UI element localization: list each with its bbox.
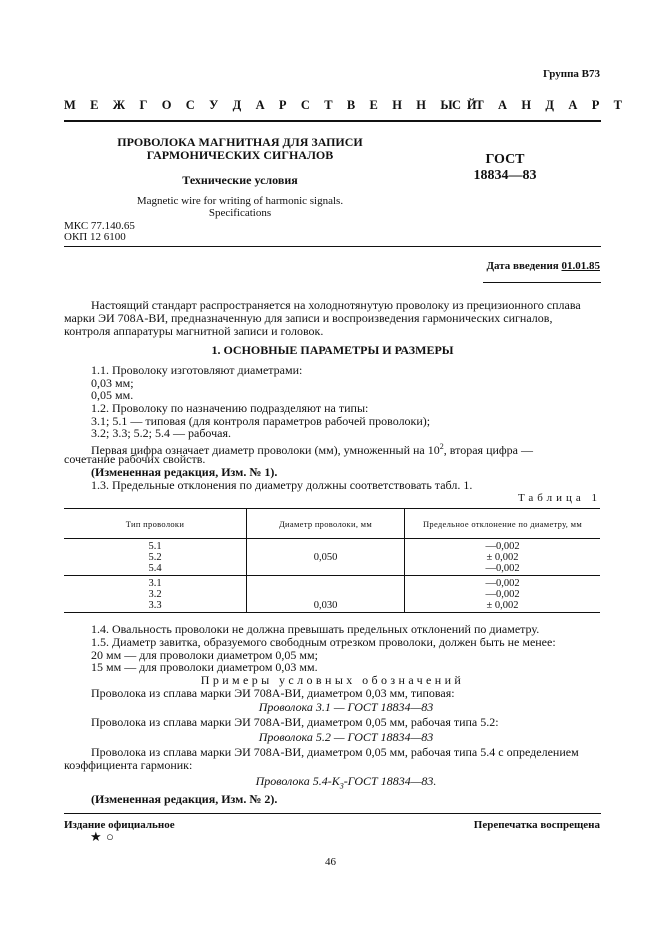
deviation-value: —0,002 (485, 578, 520, 589)
table-1 (64, 508, 600, 613)
mks-code: МКС 77.140.65 (64, 220, 135, 232)
intro-line2: марки ЭИ 708А-ВИ, предназначенную для записи и воспроизведения гармонических сигналов, (64, 311, 553, 325)
example-1-text: Проволока из сплава марки ЭИ 708А-ВИ, диаметром 0,03 мм, типовая: (91, 686, 455, 700)
introduction-date-label: Дата введения (486, 260, 562, 272)
header-rule (64, 120, 601, 122)
deviation-value: ± 0,002 (486, 552, 519, 563)
first-digit-text-b: , вторая цифра — (443, 443, 534, 457)
table-row (64, 576, 600, 613)
deviation-value: ± 0,002 (486, 600, 519, 611)
deviation-value: —0,002 (485, 563, 520, 574)
example-3-code (91, 775, 601, 792)
type-value: 5.1 (148, 541, 162, 552)
type-value: 3.1 (148, 578, 162, 589)
group-code: Группа В73 (542, 68, 600, 80)
example-3-line1: Проволока из сплава марки ЭИ 708А-ВИ, диаметром 0,05 мм, рабочая типа 5.4 с определением (91, 745, 579, 759)
diameter-1: 0,03 мм; (91, 376, 134, 390)
deviation-value: —0,002 (485, 589, 520, 600)
table-cell-types (64, 576, 247, 613)
title-block-rule (64, 246, 601, 247)
type-value: 5.2 (148, 552, 162, 563)
table-cell-types (64, 539, 247, 576)
coil-diameter-2: 15 мм — для проволоки диаметром 0,03 мм. (91, 660, 318, 674)
doc-title-line1: ПРОВОЛОКА МАГНИТНАЯ ДЛЯ ЗАПИСИ (117, 135, 363, 149)
clause-1-5: 1.5. Диаметр завитка, образуемого свободным отрезком проволоки, должен быть не менее: (91, 635, 556, 649)
official-edition: Издание официальное (64, 819, 175, 831)
page-number: 46 (325, 856, 336, 868)
deviation-value: —0,002 (485, 541, 520, 552)
date-rule (483, 282, 601, 283)
table-cell-diameter: 0,030 (247, 576, 405, 613)
gost-label: ГОСТ (485, 152, 525, 167)
introduction-date-value: 01.01.85 (561, 260, 600, 272)
example-3-line2: коэффициента гармоник: (64, 758, 193, 772)
example-3-code-b: -ГОСТ 18834—83. (343, 774, 437, 788)
example-2-text: Проволока из сплава марки ЭИ 708А-ВИ, диаметром 0,05 мм, рабочая типа 5.2: (91, 715, 499, 729)
english-title-line2: Specifications (208, 207, 272, 219)
doc-title-line2: ГАРМОНИЧЕСКИХ СИГНАЛОВ (146, 148, 334, 162)
example-2-code: Проволока 5.2 — ГОСТ 18834—83 (258, 730, 434, 744)
first-digit-line2: сочетание рабочих свойств. (64, 452, 206, 466)
table1-caption: Таблица 1 (517, 492, 601, 504)
example-3-code-a: Проволока 5.4-К (255, 774, 340, 788)
types-line2: 3.2; 3.3; 5.2; 5.4 — рабочая. (91, 426, 232, 440)
clause-1-2: 1.2. Проволоку по назначению подразделяют на типы: (91, 401, 369, 415)
reprint-prohibited: Перепечатка воспрещена (473, 819, 600, 831)
examples-heading: Примеры условных обозначений (200, 673, 465, 687)
first-digit-superscript: 2 (439, 442, 444, 451)
type-value: 5.4 (148, 563, 162, 574)
type-value: 3.2 (148, 589, 162, 600)
intro-line3: контроля аппаратуры магнитной записи и головок. (64, 324, 324, 338)
clause-1-1: 1.1. Проволоку изготовляют диаметрами: (91, 363, 303, 377)
footer-rule (64, 813, 601, 814)
table-cell-deviations (405, 539, 601, 576)
example-1-code: Проволока 3.1 — ГОСТ 18834—83 (258, 700, 434, 714)
doc-subtitle: Технические условия (182, 173, 298, 187)
type-value: 3.3 (148, 600, 162, 611)
table-header-diameter: Диаметр проволоки, мм (247, 509, 405, 539)
gost-number: 18834—83 (473, 168, 537, 183)
amendment-2: (Измененная редакция, Изм. № 2). (91, 792, 278, 806)
first-digit-text-a: Первая цифра означает диаметр проволоки (мм), умноженный на 10 (91, 443, 440, 457)
circle-icon: ○ (106, 829, 114, 844)
coil-diameter-1: 20 мм — для проволоки диаметром 0,05 мм; (91, 648, 318, 662)
introduction-date (380, 260, 600, 273)
standard-title-right: С Т А Н Д А Р Т (452, 98, 628, 112)
okp-code: ОКП 12 6100 (64, 231, 126, 243)
english-title-line1: Magnetic wire for writing of harmonic signals. (136, 195, 344, 207)
table-cell-deviations (405, 576, 601, 613)
example-3-code-subscript: 3 (339, 781, 344, 791)
star-icon: ★ (90, 829, 102, 844)
table-header-type: Тип проволоки (64, 509, 247, 539)
table-row (64, 539, 600, 576)
types-line1: 3.1; 5.1 — типовая (для контроля параметров рабочей проволоки); (91, 414, 431, 428)
intro-line1: Настоящий стандарт распространяется на холоднотянутую проволоку из прецизионного сплава (91, 298, 581, 312)
clause-1-3: 1.3. Предельные отклонения по диаметру должны соответствовать табл. 1. (91, 478, 473, 492)
diameter-2: 0,05 мм. (91, 388, 134, 402)
section1-heading: 1. ОСНОВНЫЕ ПАРАМЕТРЫ И РАЗМЕРЫ (211, 343, 454, 357)
table-header-deviation: Предельное отклонение по диаметру, мм (405, 509, 601, 539)
standard-title-left: М Е Ж Г О С У Д А Р С Т В Е Н Н Ы Й (64, 98, 483, 112)
table-cell-diameter: 0,050 (247, 539, 405, 576)
amendment-1: (Измененная редакция, Изм. № 1). (91, 465, 278, 479)
clause-1-4: 1.4. Овальность проволоки не должна превышать предельных отклонений по диаметру. (91, 622, 540, 636)
